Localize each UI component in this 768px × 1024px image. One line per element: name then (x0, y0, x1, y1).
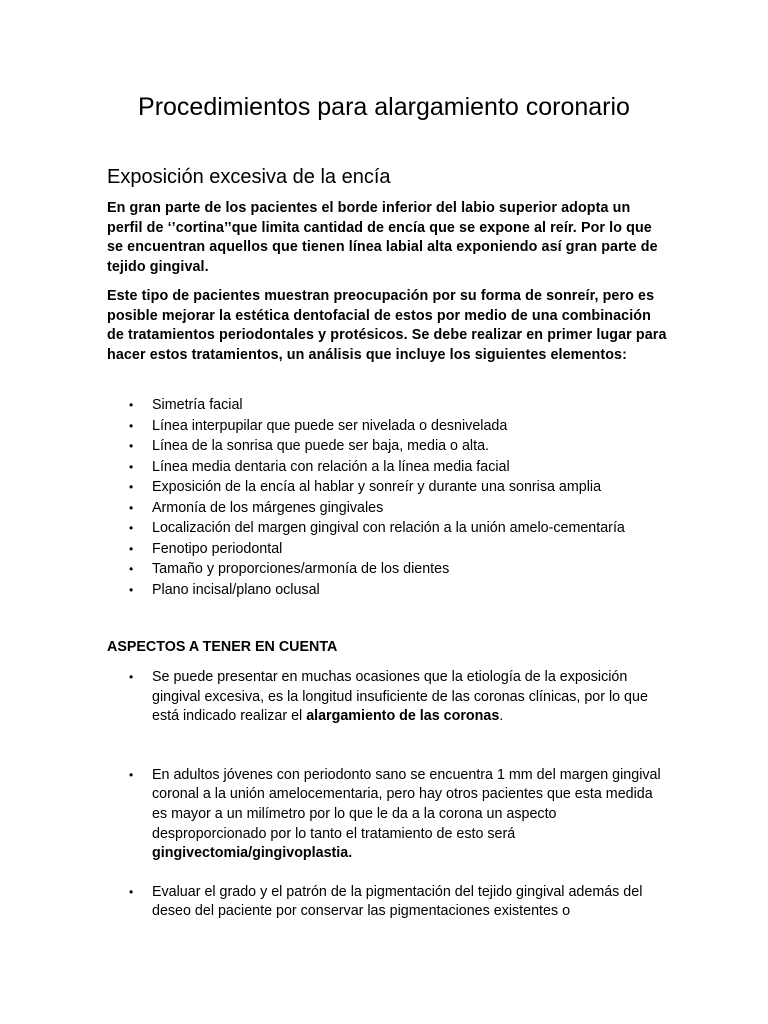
list-item-text: Tamaño y proporciones/armonía de los dientes (152, 561, 450, 577)
aspect-bold-text: gingivectomia/gingivoplastia. (152, 845, 353, 862)
paragraph-2: Este tipo de pacientes muestran preocupación por su forma de sonreír, pero es posible mejorar la estética dentofacial de estos por medio de una combinación de tratamientos periodontales y protésicos. Se debe realizar en primer lugar para hacer estos tratamientos, un análisis que incluye los siguientes elementos: (107, 288, 667, 363)
list-item (107, 518, 625, 539)
list-item (107, 539, 625, 560)
list-item-text: Línea de la sonrisa que puede ser baja, media o alta. (152, 438, 490, 454)
bullet-icon: • (129, 562, 134, 576)
list-item (107, 498, 625, 519)
bullet-icon: • (129, 670, 134, 684)
aspect-text: Se puede presentar en muchas ocasiones que la etiología de la exposición gingival excesiva, es la longitud insuficiente de las coronas clínicas, por lo que está indicado realizar el (152, 669, 648, 725)
list-item-text: Línea media dentaria con relación a la línea media facial (152, 458, 510, 475)
bullet-icon: • (129, 439, 134, 453)
bullet-icon: • (129, 480, 134, 494)
aspect-bold-text: alargamiento de las coronas (306, 708, 500, 725)
list-item (107, 395, 625, 416)
bullet-icon: • (129, 582, 134, 597)
bullet-icon: • (129, 521, 134, 535)
bullet-icon: • (129, 541, 134, 556)
list-item (107, 436, 625, 457)
aspect-text: Evaluar el grado y el patrón de la pigmentación del tejido gingival además del deseo del paciente por conservar las pigmentaciones existentes o (152, 883, 643, 920)
list-item (107, 477, 625, 498)
aspects-list (107, 668, 667, 922)
bullet-icon: • (129, 398, 134, 412)
paragraph-1: En gran parte de los pacientes el borde inferior del labio superior adopta un perfil de ‘’cortina’’que limita cantidad de encía que se expone al reír. Por lo que se encuentran aquellos que tienen línea labial alta exponiendo así gran parte de tejido gingival. (107, 200, 658, 275)
list-item (107, 883, 667, 922)
list-item-text: Simetría facial (152, 397, 243, 413)
list-item-text: Fenotipo periodontal (152, 540, 283, 557)
bullet-icon: • (129, 884, 134, 899)
list-item (107, 457, 625, 478)
aspect-text: En adultos jóvenes con periodonto sano se encuentra 1 mm del margen gingival coronal a la unión amelocementaria, pero hay otros pacientes que esta medida es mayor a un milímetro por lo que le da a la corona un aspecto desproporcionado por lo tanto el tratamiento de esto será (152, 766, 661, 842)
list-item-text: Exposición de la encía al hablar y sonreír y durante una sonrisa amplia (152, 479, 602, 495)
elements-list (107, 395, 625, 600)
document-title: Procedimientos para alargamiento coronario (138, 93, 630, 121)
section-heading: Exposición excesiva de la encía (107, 166, 391, 188)
bullet-icon: • (129, 459, 134, 474)
list-item (107, 559, 625, 580)
list-item (107, 580, 625, 601)
list-item (107, 766, 667, 864)
bullet-icon: • (129, 500, 134, 515)
list-item (107, 416, 625, 437)
list-item-text: Línea interpupilar que puede ser nivelada o desnivelada (152, 417, 508, 434)
bullet-icon: • (129, 767, 134, 782)
list-item-text: Armonía de los márgenes gingivales (152, 499, 384, 516)
list-item-text: Localización del margen gingival con relación a la unión amelo-cementaría (152, 520, 625, 536)
aspects-heading: ASPECTOS A TENER EN CUENTA (107, 639, 338, 655)
aspect-after-text: . (499, 708, 504, 725)
list-item (107, 668, 667, 727)
bullet-icon: • (129, 418, 134, 433)
list-item-text: Plano incisal/plano oclusal (152, 581, 320, 598)
